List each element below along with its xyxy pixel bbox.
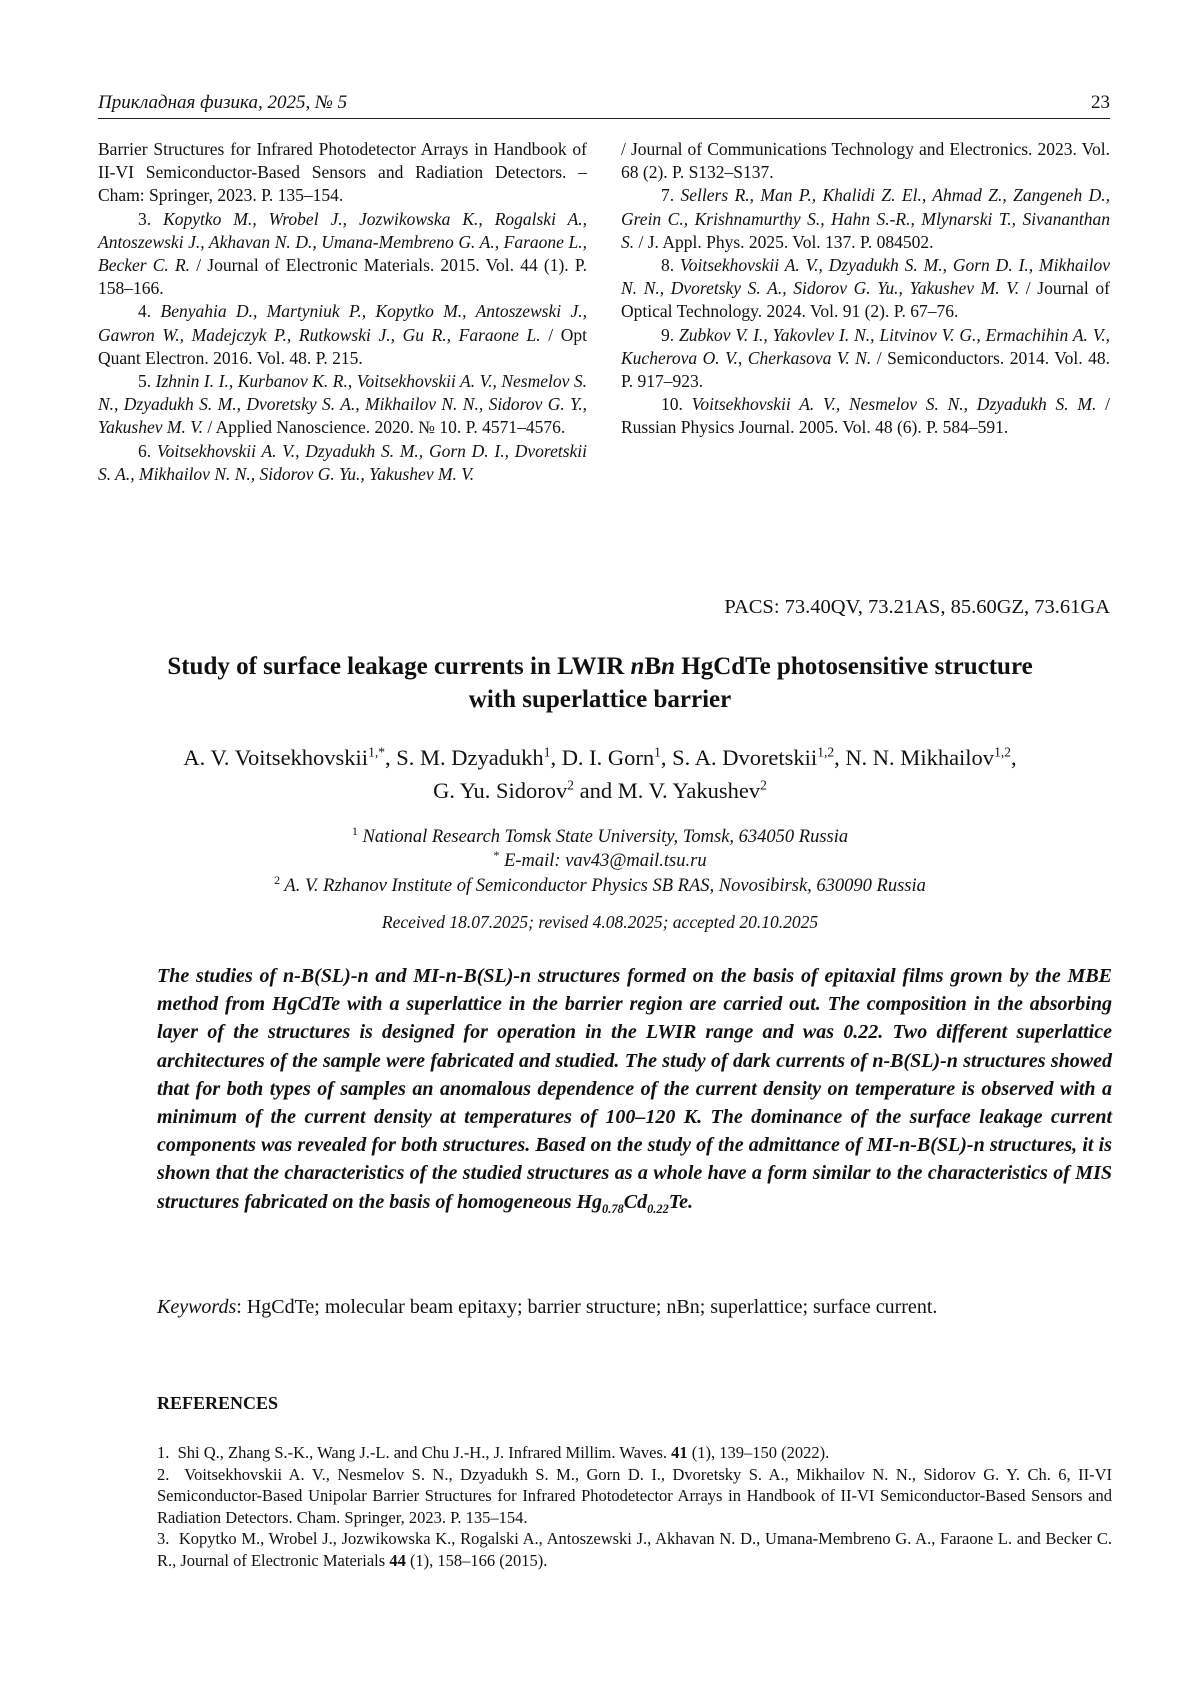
prev-reference: Barrier Structures for Infrared Photodetector Arrays in Handbook of II-VI Semiconductor-Based Sensors and Radiation Detectors. – Cham: Springer, 2023. P. 135–154.: [98, 138, 587, 208]
prev-reference: 7. Sellers R., Man P., Khalidi Z. El., Ahmad Z., Zangeneh D., Grein C., Krishnamurthy S., Hahn S.-R., Mlynarski T., Sivananthan S. / J. Appl. Phys. 2025. Vol. 137. P. 084502.: [621, 184, 1110, 254]
prev-reference: 9. Zubkov V. I., Yakovlev I. N., Litvinov V. G., Ermachihin A. V., Kucherova O. V., Cherkasova V. N. / Semiconductors. 2014. Vol. 48. P. 917–923.: [621, 324, 1110, 394]
reference-item: 1. Shi Q., Zhang S.-K., Wang J.-L. and Chu J.-H., J. Infrared Millim. Waves. 41 (1), 139–150 (2022).: [157, 1442, 1112, 1464]
page-number: 23: [1091, 92, 1110, 114]
reference-item: 2. Voitsekhovskii A. V., Nesmelov S. N., Dzyadukh S. M., Gorn D. I., Dvoretsky S. A., Mikhailov N. N., Sidorov G. Y. Ch. 6, II-VI Semiconductor-Based Unipolar Barrier Structures for Infrared Photodetector Arrays in Handbook of II-VI Semiconductor-Based Sensors and Radiation Detectors. Cham. Springer, 2023. P. 135–154.: [157, 1464, 1112, 1529]
author: S. M. Dzyadukh1,: [396, 745, 562, 770]
article-title: Study of surface leakage currents in LWIR nBn HgCdTe photosensitive structure with superlattice barrier: [80, 650, 1120, 716]
prev-references-left-column: [98, 138, 587, 486]
prev-references-right-column: [621, 138, 1110, 440]
prev-reference: 8. Voitsekhovskii A. V., Dzyadukh S. M., Gorn D. I., Mikhailov N. N., Dvoretsky S. A., Sidorov G. Yu., Yakushev M. V. / Journal of Optical Technology. 2024. Vol. 91 (2). P. 67–76.: [621, 254, 1110, 324]
author: S. A. Dvoretskii1,2,: [672, 745, 845, 770]
abstract: The studies of n-B(SL)-n and MI-n-B(SL)-n structures formed on the basis of epitaxial films grown by the MBE method from HgCdTe with a superlattice in the barrier region are carried out. The composition in the absorbing layer of the structures is designed for operation in the LWIR range and was 0.22. Two different superlattice architectures of the sample were fabricated and studied. The study of dark currents of n-B(SL)-n structures showed that for both types of samples an anomalous dependence of the current density on temperature is observed with a minimum of the current density at temperatures of 100–120 K. The dominance of the surface leakage current components was revealed for both structures. Based on the study of the admittance of MI-n-B(SL)-n structures, it is shown that the characteristics of the studied structures as a whole have a form similar to the characteristics of MIS structures fabricated on the basis of homogeneous Hg0.78Cd0.22Te.: [157, 962, 1112, 1223]
author-list: [80, 741, 1120, 807]
prev-reference: 6. Voitsekhovskii A. V., Dzyadukh S. M., Gorn D. I., Dvoretskii S. A., Mikhailov N. N., Sidorov G. Yu., Yakushev M. V.: [98, 440, 587, 486]
prev-reference: 10. Voitsekhovskii A. V., Nesmelov S. N., Dzyadukh S. M. / Russian Physics Journal. 2005. Vol. 48 (6). P. 584–591.: [621, 393, 1110, 439]
journal-name: Прикладная физика, 2025, № 5: [98, 92, 347, 114]
references-heading: REFERENCES: [157, 1393, 278, 1414]
prev-reference: 4. Benyahia D., Martyniuk P., Kopytko M., Antoszewski J., Gawron W., Madejczyk P., Rutkowski J., Gu R., Faraone L. / Opt Quant Electron. 2016. Vol. 48. P. 215.: [98, 300, 587, 370]
prev-reference: / Journal of Communications Technology and Electronics. 2023. Vol. 68 (2). P. S132–S137.: [621, 138, 1110, 184]
prev-reference: 3. Kopytko M., Wrobel J., Jozwikowska K., Rogalski A., Antoszewski J., Akhavan N. D., Umana-Membreno G. A., Faraone L., Becker C. R. / Journal of Electronic Materials. 2015. Vol. 44 (1). P. 158–166.: [98, 208, 587, 301]
running-header: [98, 92, 1110, 119]
received-dates: Received 18.07.2025; revised 4.08.2025; accepted 20.10.2025: [80, 912, 1120, 933]
author: N. N. Mikhailov1,2,: [845, 745, 1016, 770]
affiliation: 2 A. V. Rzhanov Institute of Semiconductor Physics SB RAS, Novosibirsk, 630090 Russia: [80, 876, 1120, 897]
reference-item: 3. Kopytko M., Wrobel J., Jozwikowska K., Rogalski A., Antoszewski J., Akhavan N. D., Umana-Membreno G. A., Faraone L. and Becker C. R., Journal of Electronic Materials 44 (1), 158–166 (2015).: [157, 1528, 1112, 1571]
affiliation: 1 National Research Tomsk State University, Tomsk, 634050 Russia: [80, 827, 1120, 848]
keywords: Keywords: HgCdTe; molecular beam epitaxy; barrier structure; nBn; superlattice; surface current.: [157, 1296, 1112, 1319]
prev-reference: 5. Izhnin I. I., Kurbanov K. R., Voitsekhovskii A. V., Nesmelov S. N., Dzyadukh S. M., Dvoretsky S. A., Mikhailov N. N., Sidorov G. Y., Yakushev M. V. / Applied Nanoscience. 2020. № 10. P. 4571–4576.: [98, 370, 587, 440]
author: G. Yu. Sidorov2 and: [433, 778, 618, 803]
author: A. V. Voitsekhovskii1,*,: [183, 745, 396, 770]
references-list: [157, 1442, 1112, 1572]
author: D. I. Gorn1,: [562, 745, 672, 770]
pacs-codes: PACS: 73.40QV, 73.21AS, 85.60GZ, 73.61GA: [724, 596, 1110, 619]
contact-email: * E-mail: vav43@mail.tsu.ru: [80, 851, 1120, 872]
author: M. V. Yakushev2: [618, 778, 767, 803]
